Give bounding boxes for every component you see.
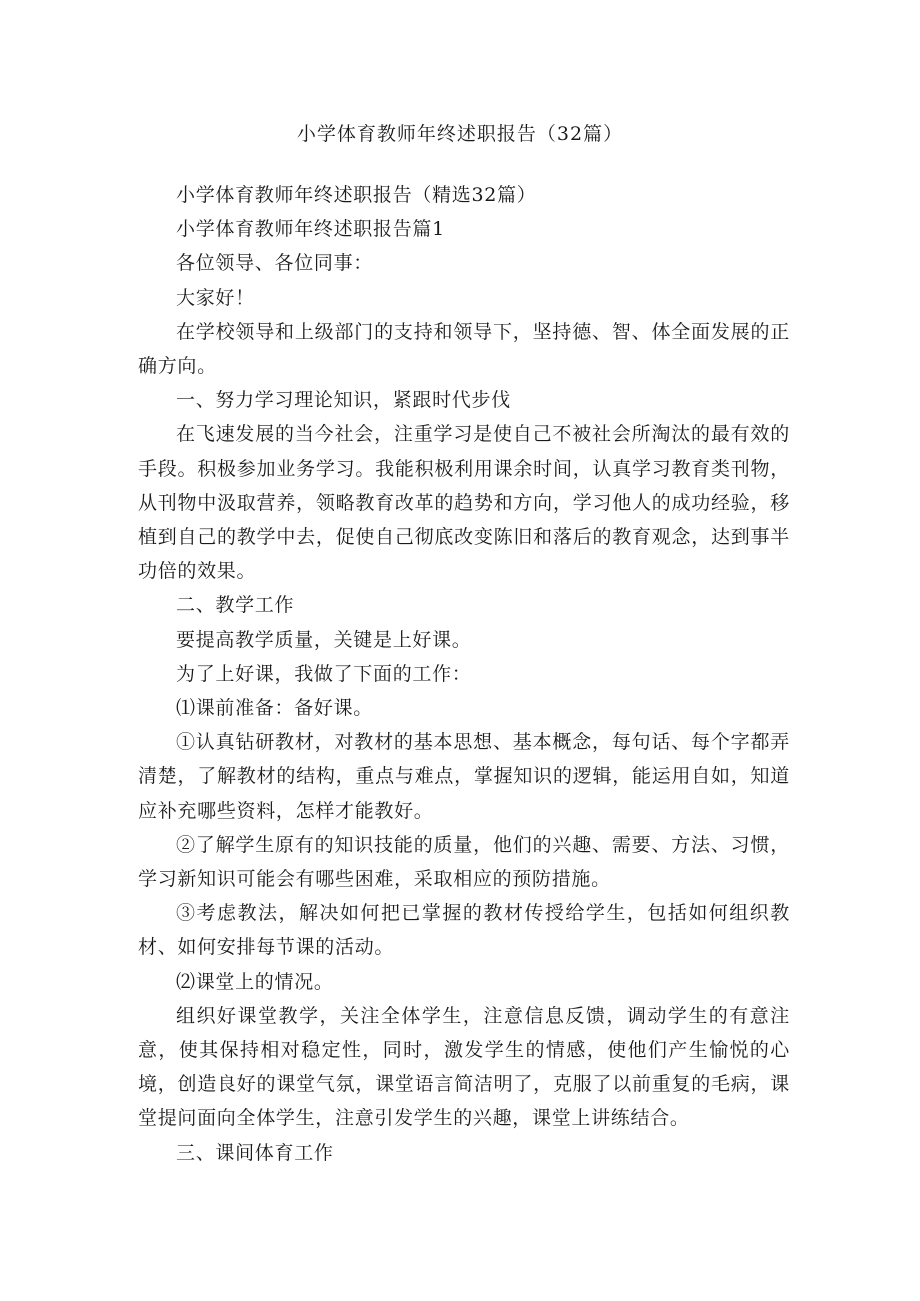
body-paragraph: 组织好课堂教学，关注全体学生，注意信息反馈，调动学生的有意注意，使其保持相对稳定性，同时，激发学生的情感，使他们产生愉悦的心境，创造良好的课堂气氛，课堂语言简洁明了，克服了以前重复的毛病，课堂提问面向全体学生，注意引发学生的兴趣，课堂上讲练结合。 [138,1004,790,1130]
list-item: ②了解学生原有的知识技能的质量，他们的兴趣、需要、方法、习惯，学习新知识可能会有哪些困难，采取相应的预防措施。 [138,833,790,891]
list-item: ①认真钻研教材，对教材的基本思想、基本概念，每句话、每个字都弄清楚，了解教材的结构，重点与难点，掌握知识的逻辑，能运用自如，知道应补充哪些资料，怎样才能教好。 [138,731,790,822]
body-paragraph: 要提高教学质量，关键是上好课。 [176,628,472,651]
document-title: 小学体育教师年终述职报告（32篇） [296,123,624,145]
greeting: 大家好！ [176,286,255,309]
intro-paragraph: 在学校领导和上级部门的支持和领导下，坚持德、智、体全面发展的正确方向。 [138,320,790,378]
document-body [138,178,790,1170]
section-heading-2: 二、教学工作 [176,594,295,617]
sub-heading-1: ⑴课前准备：备好课。 [176,697,374,720]
sub-heading-2: ⑵课堂上的情况。 [176,970,334,993]
body-paragraph: 为了上好课，我做了下面的工作： [176,662,472,685]
chapter-heading: 小学体育教师年终述职报告篇1 [176,218,445,241]
list-item: ③考虑教法，解决如何把已掌握的教材传授给学生，包括如何组织教材、如何安排每节课的活动。 [138,902,790,959]
subtitle-paragraph: 小学体育教师年终述职报告（精选32篇） [176,184,537,206]
section-heading-3: 三、课间体育工作 [176,1141,334,1164]
body-paragraph: 在飞速发展的当今社会，注重学习是使自己不被社会所淘汰的最有效的手段。积极参加业务学习。我能积极利用课余时间，认真学习教育类刊物，从刊物中汲取营养，领略教育改革的趋势和方向，学习他人的成功经验，移植到自己的教学中去，促使自己彻底改变陈旧和落后的教育观念，达到事半功倍的效果。 [138,423,790,583]
section-heading-1: 一、努力学习理论知识，紧跟时代步伐 [176,389,511,412]
salutation: 各位领导、各位同事： [176,252,374,275]
